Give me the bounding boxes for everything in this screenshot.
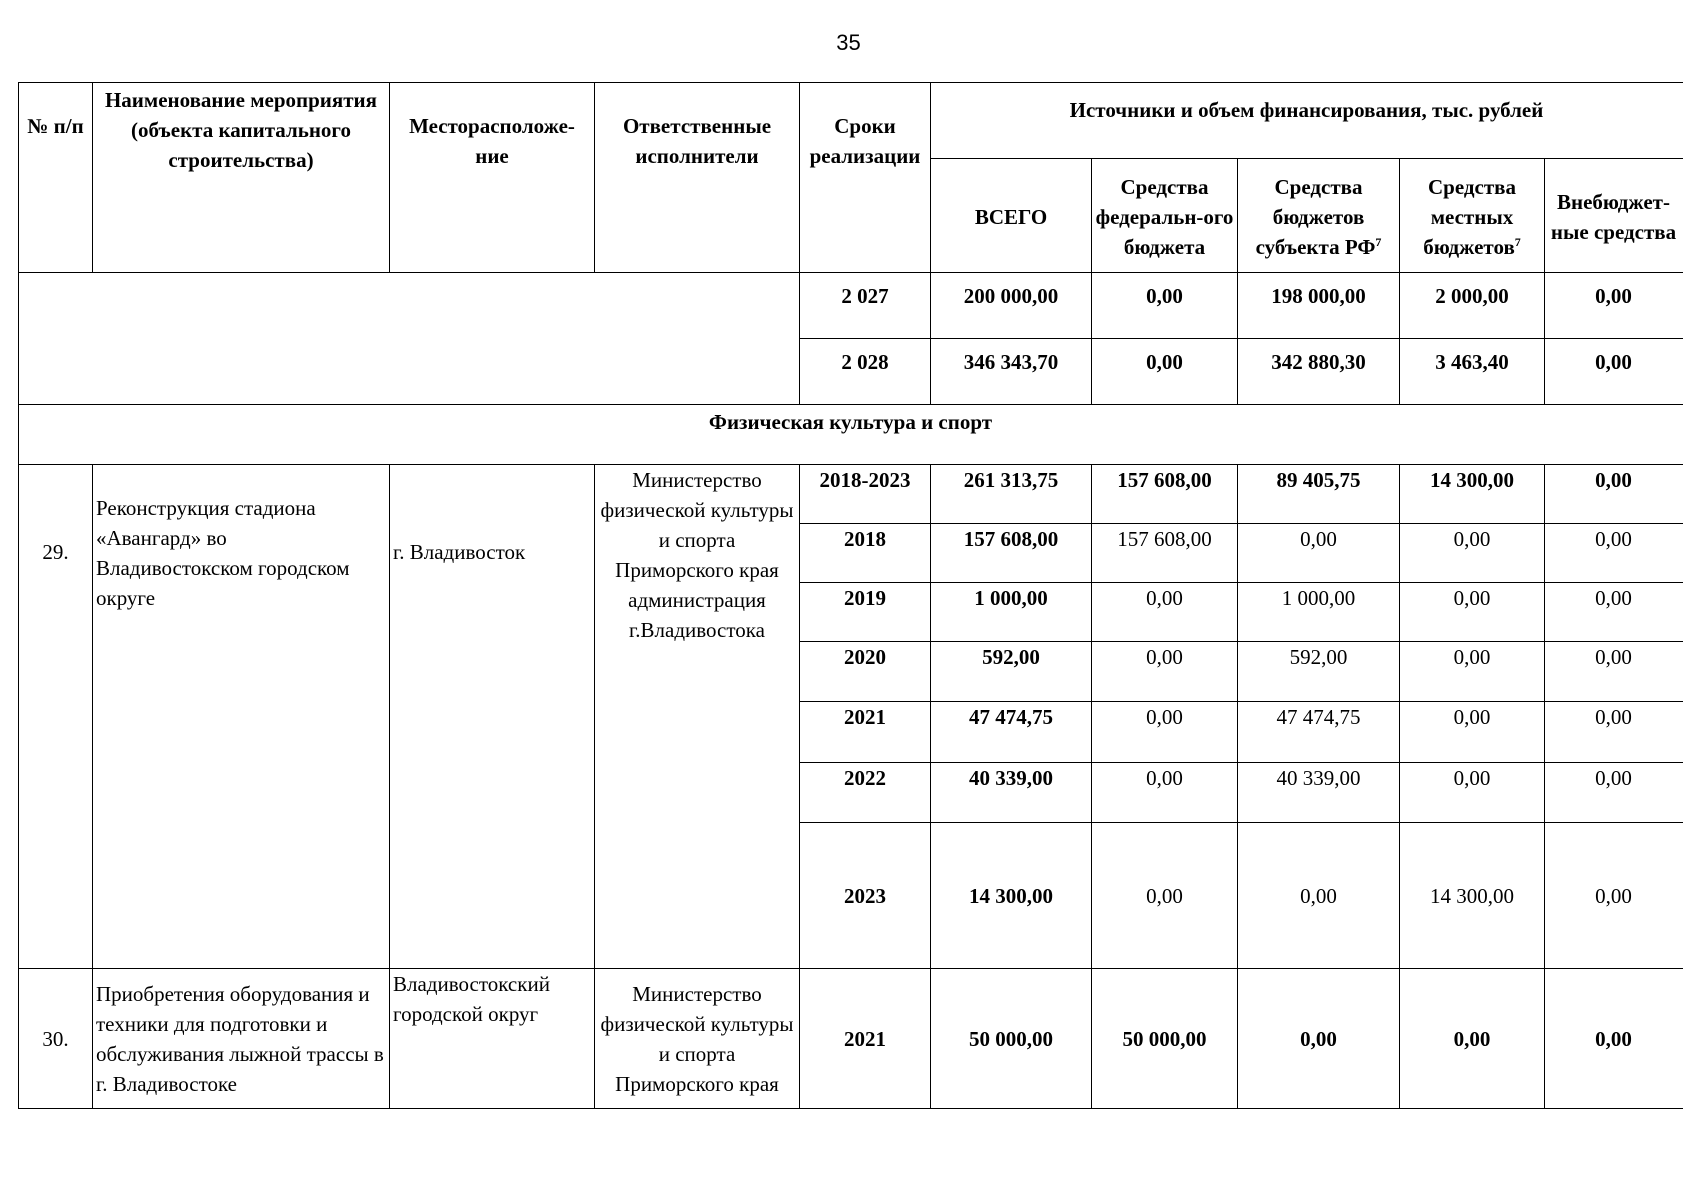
extra-cell: 0,00 (1545, 465, 1683, 524)
header-local: Средства местных бюджетов$^7$ (1400, 159, 1545, 273)
table-row (19, 969, 1683, 1109)
carry-row (19, 273, 1683, 339)
regional-cell: 0,00 (1238, 524, 1400, 583)
extra-cell: 0,00 (1545, 273, 1683, 339)
local-cell: 0,00 (1400, 702, 1545, 763)
local-cell: 2 000,00 (1400, 273, 1545, 339)
total-cell: 200 000,00 (931, 273, 1092, 339)
local-cell: 0,00 (1400, 583, 1545, 642)
total-cell: 14 300,00 (931, 823, 1092, 969)
regional-cell: 0,00 (1238, 823, 1400, 969)
carry-blank-cell (19, 273, 800, 405)
year-cell: 2022 (800, 763, 931, 823)
regional-cell: 40 339,00 (1238, 763, 1400, 823)
item-responsible: Министерство физической культуры и спорта Приморского края (595, 969, 800, 1109)
total-cell: 40 339,00 (931, 763, 1092, 823)
extra-cell: 0,00 (1545, 702, 1683, 763)
regional-cell: 342 880,30 (1238, 339, 1400, 405)
federal-cell: 157 608,00 (1092, 524, 1238, 583)
total-cell: 1 000,00 (931, 583, 1092, 642)
page-number: 35 (836, 30, 861, 55)
year-cell: 2 027 (800, 273, 931, 339)
federal-cell: 0,00 (1092, 339, 1238, 405)
federal-cell: 0,00 (1092, 823, 1238, 969)
extra-cell: 0,00 (1545, 583, 1683, 642)
header-num: № п/п (19, 83, 93, 273)
header-location: Месторасположе-ние (390, 83, 595, 273)
extra-cell: 0,00 (1545, 339, 1683, 405)
item-name: Реконструкция стадиона «Авангард» во Владивостокском городском округе (93, 465, 390, 969)
local-cell: 0,00 (1400, 763, 1545, 823)
total-cell: 592,00 (931, 642, 1092, 702)
item-responsible: Министерство физической культуры и спорта Приморского края администрация г.Владивостока (595, 465, 800, 969)
year-cell: 2020 (800, 642, 931, 702)
item-location: Владивостокский городской округ (390, 969, 595, 1109)
regional-cell: 47 474,75 (1238, 702, 1400, 763)
local-cell: 0,00 (1400, 524, 1545, 583)
total-cell: 157 608,00 (931, 524, 1092, 583)
total-cell: 50 000,00 (931, 969, 1092, 1109)
extra-cell: 0,00 (1545, 823, 1683, 969)
header-total: ВСЕГО (931, 159, 1092, 273)
federal-cell: 0,00 (1092, 702, 1238, 763)
header-regional: Средства бюджетов субъекта $РФ^7$ (1238, 159, 1400, 273)
federal-cell: 0,00 (1092, 642, 1238, 702)
year-cell: 2 028 (800, 339, 931, 405)
federal-cell: 157 608,00 (1092, 465, 1238, 524)
item-name: Приобретения оборудования и техники для подготовки и обслуживания лыжной трассы в г. Владивостоке (93, 969, 390, 1109)
extra-cell: 0,00 (1545, 524, 1683, 583)
year-cell: 2023 (800, 823, 931, 969)
header-extra: Внебюджет-ные средства (1545, 159, 1683, 273)
regional-cell: 0,00 (1238, 969, 1400, 1109)
regional-cell: 89 405,75 (1238, 465, 1400, 524)
financing-table (18, 82, 1683, 1109)
year-cell: 2021 (800, 969, 931, 1109)
year-cell: 2018 (800, 524, 931, 583)
extra-cell: 0,00 (1545, 763, 1683, 823)
table-row (19, 465, 1683, 524)
extra-cell: 0,00 (1545, 642, 1683, 702)
regional-cell: 1 000,00 (1238, 583, 1400, 642)
local-cell: 0,00 (1400, 642, 1545, 702)
local-cell: 0,00 (1400, 969, 1545, 1109)
header-responsible: Ответственные исполнители (595, 83, 800, 273)
header-row-1 (19, 83, 1683, 159)
header-name: Наименование мероприятия (объекта капитального строительства) (93, 83, 390, 273)
item-num: 30. (19, 969, 93, 1109)
local-cell: 14 300,00 (1400, 465, 1545, 524)
regional-cell: 198 000,00 (1238, 273, 1400, 339)
total-cell: 47 474,75 (931, 702, 1092, 763)
federal-cell: 0,00 (1092, 763, 1238, 823)
local-cell: 3 463,40 (1400, 339, 1545, 405)
section-title: Физическая культура и спорт (19, 405, 1683, 465)
section-row (19, 405, 1683, 465)
year-cell: 2021 (800, 702, 931, 763)
federal-cell: 0,00 (1092, 273, 1238, 339)
federal-cell: 0,00 (1092, 583, 1238, 642)
header-federal: Средства федеральн-ого бюджета (1092, 159, 1238, 273)
item-location: г. Владивосток (390, 465, 595, 969)
header-period: Сроки реализации (800, 83, 931, 273)
total-cell: 346 343,70 (931, 339, 1092, 405)
item-num: 29. (19, 465, 93, 969)
local-cell: 14 300,00 (1400, 823, 1545, 969)
federal-cell: 50 000,00 (1092, 969, 1238, 1109)
header-financing: Источники и объем финансирования, тыс. рублей (931, 83, 1683, 159)
year-cell: 2019 (800, 583, 931, 642)
regional-cell: 592,00 (1238, 642, 1400, 702)
year-cell: 2018-2023 (800, 465, 931, 524)
total-cell: 261 313,75 (931, 465, 1092, 524)
extra-cell: 0,00 (1545, 969, 1683, 1109)
